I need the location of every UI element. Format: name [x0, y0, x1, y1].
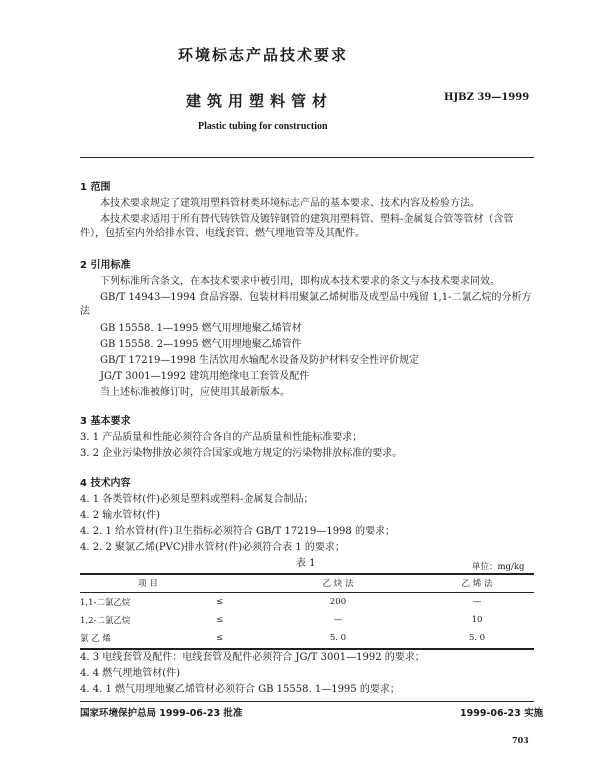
reference-gb-15558-2: GB 15558. 2—1995 燃气用埋地聚乙烯管件 — [100, 339, 302, 350]
section-2-heading: 2 引用标准 — [80, 260, 131, 271]
reference-gb-15558-1: GB 15558. 1—1995 燃气用埋地聚乙烯管材 — [100, 323, 302, 334]
document-title: 建筑用塑料管材 — [186, 92, 334, 110]
row-ethylene-value: 10 — [471, 615, 483, 625]
table-1-caption: 表 1 — [296, 558, 316, 569]
reference-gbt-14943: GB/T 14943—1994 食品容器、包装材料用聚氯乙烯树脂及成型品中残留 1,1-二氯乙烷的分析方法 — [80, 292, 532, 317]
page-number: 703 — [512, 735, 529, 745]
item-4-4-1: 4. 4. 1 燃气用埋地聚乙烯管材必须符合 GB 15558. 1—1995 的要求； — [80, 684, 400, 695]
row-symbol: ≤ — [216, 615, 224, 625]
section-2-outro: 当上述标准被修订时，应使用其最新版本。 — [100, 387, 290, 398]
english-title: Plastic tubing for construction — [198, 121, 328, 132]
item-4-2: 4. 2 输水管材(件) — [80, 510, 161, 521]
row-acetylene-value: 200 — [329, 597, 347, 607]
standard-code: HJBZ 39—1999 — [444, 92, 530, 103]
row-acetylene-value: 5. 0 — [329, 633, 347, 643]
item-4-4: 4. 4 燃气埋地管材(件) — [80, 668, 181, 679]
reference-gbt-17219: GB/T 17219—1998 生活饮用水输配水设备及防护材料安全性评价规定 — [100, 355, 419, 366]
item-3-1: 3. 1 产品质量和性能必须符合各自的产品质量和性能标准要求； — [80, 432, 363, 443]
row-symbol: ≤ — [216, 633, 224, 643]
section-1-para-1: 本技术要求规定了建筑用塑料管材类环境标志产品的基本要求、技术内容及检验方法。 — [100, 198, 480, 209]
row-ethylene-value: 5. 0 — [468, 633, 486, 643]
row-item: 氯 乙 烯 — [80, 634, 111, 644]
table-1 — [80, 574, 534, 647]
effective-date: 1999-06-23 实施 — [460, 708, 544, 719]
section-4-heading: 4 技术内容 — [80, 478, 131, 489]
item-4-1: 4. 1 各类管材(件)必须是塑料或塑料-金属复合制品； — [80, 494, 314, 505]
table-1-unit: 单位：mg/kg — [472, 562, 525, 572]
row-item: 1,1-二氯乙烷 — [80, 598, 131, 608]
header-item: 项 目 — [80, 574, 216, 593]
approval-line: 国家环境保护总局 1999-06-23 批准 — [80, 708, 243, 719]
row-item: 1,2-二氯乙烷 — [80, 616, 131, 626]
item-4-2-1: 4. 2. 1 给水管材(件)卫生指标必须符合 GB/T 17219—1998 的要求； — [80, 526, 395, 537]
item-3-2: 3. 2 企业污染物排放必须符合国家或地方规定的污染物排放标准的要求。 — [80, 448, 403, 459]
item-4-3: 4. 3 电线套管及配件：电线套管及配件必须符合 JG/T 3001—1992 的要求； — [80, 652, 425, 663]
table-header-row — [80, 574, 534, 593]
reference-jgt-3001: JG/T 3001—1992 建筑用绝缘电工套管及配件 — [100, 371, 310, 382]
row-acetylene-value: — — [333, 615, 343, 625]
table-row — [80, 611, 534, 629]
section-1-para-2: 本技术要求适用于所有替代铸铁管及镀锌钢管的建筑用塑料管、塑料-金属复合管等管材（含管件），包括室内外给排水管、电线套管、燃气埋地管等及其配件。 — [80, 214, 514, 239]
row-symbol: ≤ — [216, 597, 224, 607]
table-1-bottom-rule — [80, 648, 534, 650]
header-ethylene-method: 乙 烯 法 — [420, 574, 534, 593]
footer-divider — [80, 701, 534, 702]
header-divider — [80, 157, 534, 158]
section-2-intro: 下列标准所含条文，在本技术要求中被引用，即构成本技术要求的条文与本技术要求同效。 — [100, 276, 500, 287]
table-row — [80, 629, 534, 647]
header-acetylene-method: 乙 炔 法 — [256, 574, 420, 593]
table-row — [80, 593, 534, 612]
row-ethylene-value: — — [472, 597, 482, 607]
section-1-heading: 1 范围 — [80, 182, 111, 193]
standard-series-title: 环境标志产品技术要求 — [178, 46, 349, 64]
item-4-2-2: 4. 2. 2 聚氯乙烯(PVC)排水管材(件)必须符合表 1 的要求； — [80, 542, 345, 553]
section-3-heading: 3 基本要求 — [80, 416, 131, 427]
